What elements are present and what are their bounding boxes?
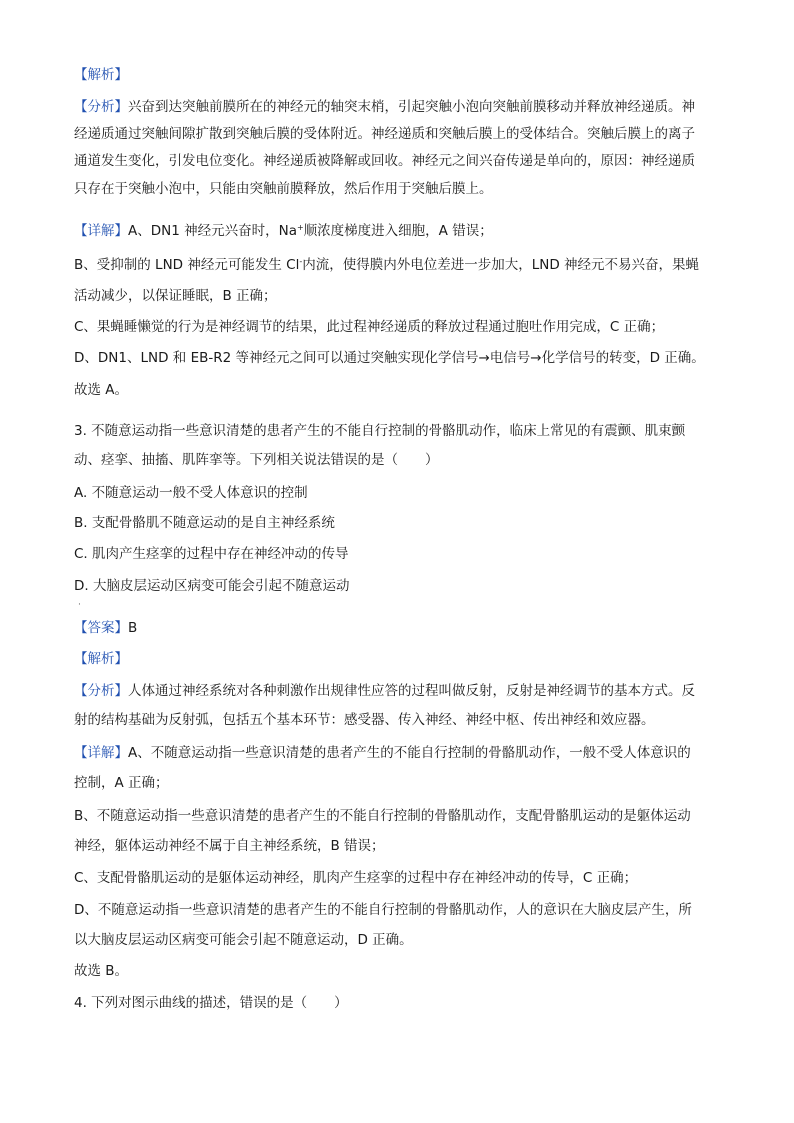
fenxi-label-2: 【分析】	[74, 683, 128, 699]
daan-label: 【答案】	[74, 620, 128, 636]
xiangjie-d-2-line-2: 以大脑皮层运动区病变可能会引起不随意运动，D 正确。	[74, 932, 413, 948]
question-4-stem: 4. 下列对图示曲线的描述，错误的是（ ）	[74, 995, 348, 1011]
xiangjie-a-text: A、DN1 神经元兴奋时，Na	[128, 223, 297, 239]
superscript-minus: -	[299, 257, 303, 266]
xiangjie-b-text-end: 内流，使得膜内外电位差进一步加大，LND 神经元不易兴奋，果蝇	[302, 257, 700, 273]
xiangjie-a-2-line-1	[74, 744, 691, 762]
xiangjie-d-1: D、DN1、LND 和 EB-R2 等神经元之间可以通过突触实现化学信号→电信号→化学信号的转变，D 正确。	[74, 350, 705, 366]
xiangjie-label-1: 【详解】	[74, 223, 128, 239]
conclusion-1: 故选 A。	[74, 382, 129, 398]
fenxi-text-2: 人体通过神经系统对各种刺激作出规律性应答的过程叫做反射，反射是神经调节的基本方式。反	[128, 683, 695, 699]
conclusion-2: 故选 B。	[74, 963, 129, 979]
xiangjie-b-2-line-1: B、不随意运动指一些意识清楚的患者产生的不能自行控制的骨骼肌动作，支配骨骼肌运动的是躯体运动	[74, 808, 691, 824]
fenxi-para-1-line-1	[74, 98, 695, 116]
superscript-plus: +	[296, 223, 304, 232]
xiangjie-a-text-end: 顺浓度梯度进入细胞，A 错误；	[303, 223, 493, 239]
answer-line	[74, 619, 137, 637]
xiangjie-c-1: C、果蝇睡懒觉的行为是神经调节的结果，此过程神经递质的释放过程通过胞吐作用完成，C 正确；	[74, 319, 665, 335]
xiangjie-a-2-text: A、不随意运动指一些意识清楚的患者产生的不能自行控制的骨骼肌动作，一般不受人体意识的	[128, 745, 691, 761]
jiexi-label-2: 【解析】	[74, 651, 128, 667]
xiangjie-b-text: B、受抑制的 LND 神经元可能发生 Cl	[74, 257, 300, 273]
fenxi-label-1: 【分析】	[74, 99, 128, 115]
fenxi-para-1-line-3: 通道发生变化，引发电位变化。神经递质被降解或回收。神经元之间兴奋传递是单向的，原因：神经递质	[74, 153, 695, 169]
xiangjie-a-2-line-2: 控制，A 正确；	[74, 775, 169, 791]
fenxi-para-1-line-2: 经递质通过突触间隙扩散到突触后膜的受体附近。神经递质和突触后膜上的受体结合。突触后膜上的离子	[74, 126, 695, 142]
xiangjie-d-2-line-1: D、不随意运动指一些意识清楚的患者产生的不能自行控制的骨骼肌动作，人的意识在大脑皮层产生，所	[74, 902, 692, 918]
option-b: B. 支配骨骼肌不随意运动的是自主神经系统	[74, 515, 335, 531]
stray-dot: ·	[78, 600, 81, 610]
question-3-stem-line-2: 动、痉挛、抽搐、肌阵挛等。下列相关说法错误的是（ ）	[74, 452, 439, 468]
option-c: C. 肌肉产生痉挛的过程中存在神经冲动的传导	[74, 546, 349, 562]
answer-value: B	[128, 620, 138, 636]
fenxi-para-1-line-4: 只存在于突触小泡中，只能由突触前膜释放，然后作用于突触后膜上。	[74, 181, 493, 197]
option-d: D. 大脑皮层运动区病变可能会引起不随意运动	[74, 578, 350, 594]
xiangjie-label-2: 【详解】	[74, 745, 128, 761]
xiangjie-b-2-line-2: 神经，躯体运动神经不属于自主神经系统，B 错误；	[74, 838, 385, 854]
xiangjie-b-1-line-1	[74, 256, 699, 276]
xiangjie-a-1	[74, 222, 493, 242]
question-3-stem-line-1: 3. 不随意运动指一些意识清楚的患者产生的不能自行控制的骨骼肌动作，临床上常见的有震颤、肌束颤	[74, 423, 686, 439]
fenxi-para-2-line-2: 射的结构基础为反射弧，包括五个基本环节：感受器、传入神经、神经中枢、传出神经和效应器。	[74, 712, 655, 728]
xiangjie-b-1-line-2: 活动减少，以保证睡眠，B 正确；	[74, 288, 277, 304]
jiexi-label-1: 【解析】	[74, 67, 128, 83]
fenxi-text: 兴奋到达突触前膜所在的神经元的轴突末梢，引起突触小泡向突触前膜移动并释放神经递质。神	[128, 99, 695, 115]
option-a: A. 不随意运动一般不受人体意识的控制	[74, 485, 308, 501]
fenxi-para-2-line-1	[74, 682, 695, 700]
xiangjie-c-2: C、支配骨骼肌运动的是躯体运动神经，肌肉产生痉挛的过程中存在神经冲动的传导，C 正确；	[74, 870, 638, 886]
